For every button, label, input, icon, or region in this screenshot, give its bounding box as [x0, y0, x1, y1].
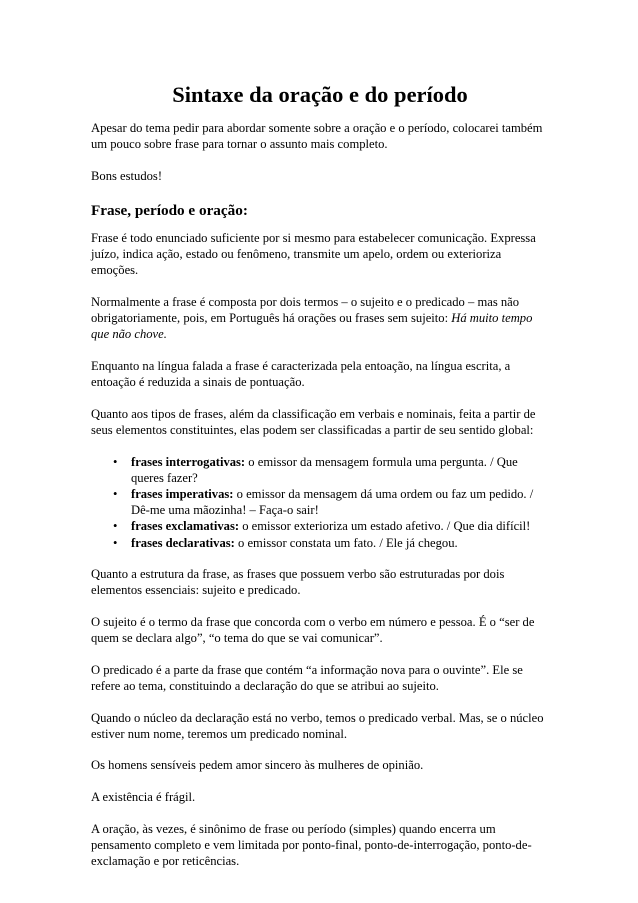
document-title: Sintaxe da oração e do período — [172, 82, 468, 107]
list-item — [131, 535, 549, 551]
list-item-term: frases imperativas: — [131, 487, 234, 502]
paragraph-example-verbal: Os homens sensíveis pedem amor sincero às mulheres de opinião. — [91, 758, 424, 773]
list-item-desc: o emissor exterioriza um estado afetivo. / Que dia difícil! — [239, 519, 531, 534]
paragraph-example-nominal: A existência é frágil. — [91, 790, 196, 805]
document-body — [91, 120, 549, 885]
list-item — [131, 486, 549, 518]
section-heading: Frase, período e oração: — [91, 201, 248, 219]
list-item-desc: o emissor da mensagem dá uma ordem ou faz um pedido. / Dê-me uma mãozinha! – Faça-o sair! — [131, 487, 534, 518]
paragraph-types: Quanto aos tipos de frases, além da classificação em verbais e nominais, feita a partir de seus elementos constituintes, elas podem ser classificadas a partir de seu sentido global: — [91, 406, 536, 437]
list-item-term: frases exclamativas: — [131, 519, 240, 534]
paragraph-predicate-types: Quando o núcleo da declaração está no verbo, temos o predicado verbal. Mas, se o núcleo estiver num nome, teremos um predicado nominal. — [91, 710, 544, 741]
example-sentence: Há muito tempo que não chove. — [91, 310, 533, 342]
sentence-types-list — [91, 454, 549, 551]
paragraph-structure: Quanto a estrutura da frase, as frases que possuem verbo são estruturadas por dois elementos essenciais: sujeito e predicado. — [91, 566, 505, 598]
intro-paragraph: Apesar do tema pedir para abordar somente sobre a oração e o período, colocarei também um pouco sobre frase para tornar o assunto mais completo. — [91, 121, 543, 152]
list-item — [131, 454, 549, 486]
paragraph-frase-definition: Frase é todo enunciado suficiente por si mesmo para estabelecer comunicação. Expressa juízo, indica ação, estado ou fenômeno, transmite um apelo, ordem ou exterioriza emoções. — [91, 230, 536, 278]
paragraph-frase-composition — [91, 294, 549, 343]
list-item-term: frases declarativas: — [131, 535, 235, 550]
list-item — [131, 518, 549, 534]
paragraph-subject: O sujeito é o termo da frase que concorda com o verbo em número e pessoa. É o “ser de quem se declara algo”, “o tema do que se vai comunicar”. — [91, 614, 535, 645]
paragraph-text: Normalmente a frase é composta por dois termos – o sujeito e o predicado – mas não obrigatoriamente, pois, em Português há orações ou frases sem sujeito: — [91, 294, 520, 325]
paragraph-oracao: A oração, às vezes, é sinônimo de frase ou período (simples) quando encerra um pensamento completo e vem limitada por ponto-final, ponto-de-interrogação, ponto-de-exclamação e por reticências. — [91, 821, 532, 869]
paragraph-predicate: O predicado é a parte da frase que contém “a informação nova para o ouvinte”. Ele se refere ao tema, constituindo a declaração do que se atribui ao sujeito. — [91, 662, 523, 693]
list-item-term: frases interrogativas: — [131, 454, 246, 469]
list-item-desc: o emissor constata um fato. / Ele já chegou. — [234, 535, 458, 550]
paragraph-entonation: Enquanto na língua falada a frase é caracterizada pela entoação, na língua escrita, a entoação é reduzida a sinais de pontuação. — [91, 358, 511, 390]
greeting-paragraph: Bons estudos! — [91, 168, 163, 183]
list-item-desc: o emissor da mensagem formula uma pergunta. / Que queres fazer? — [131, 454, 518, 485]
